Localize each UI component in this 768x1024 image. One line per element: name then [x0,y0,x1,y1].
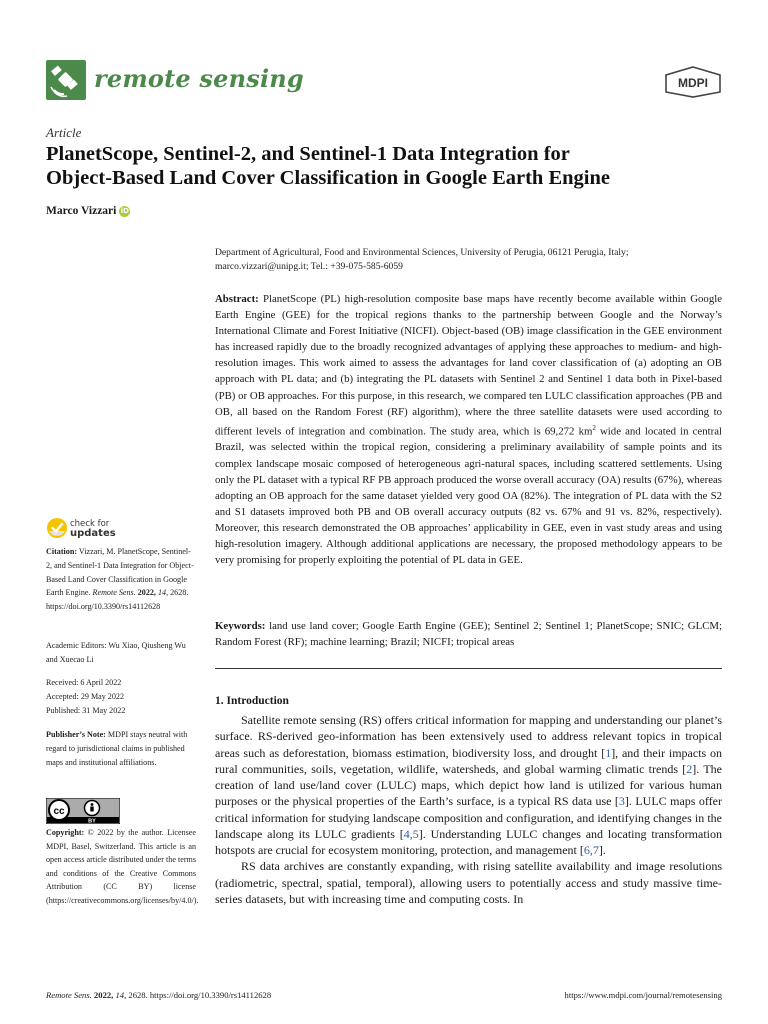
reference-link[interactable]: 4,5 [403,826,419,841]
mdpi-logo-icon[interactable] [664,66,722,98]
check-updates-icon [46,517,68,539]
publishers-note [46,728,196,769]
intro-text-segment: ]. Understanding LULC changes and locating transformation hotspots are crucial for ecosystem monitoring, protection, and management [ [215,826,722,857]
copyright-label: Copyright: [46,828,85,837]
citation-doi[interactable]: 2628. https://doi.org/10.3390/rs14112628 [46,588,189,612]
cc-by-label: BY [88,818,96,824]
journal-name[interactable]: remote sensing [94,64,304,93]
author-line [46,205,130,217]
abstract-text-cont: wide and located in central Brazil, was selected within the tropical region, considering a preliminary availability of sample points and its complex landscape mosaic composed of heterogeneous agri-natural spaces, including scattered settlements. Using only the PL dataset with a typical RF PB approach produced the worse overall accuracy (OA) results (67%), whereas adopting an OB approach for the same dataset yielded very good OA (82%). The integration of PL data with the S2 and S1 datasets improved both PB and OB overall accuracy outputs (82 vs. 67% and 91 vs. 82%, respectively). Moreover, this research demonstrated the OB approaches’ applicability in GEE, even in vast study areas and using high-resolution imagery. Although additional applications are necessary, the proposed methodology appears to be very promising for properly exploiting the potential of PL data in GEE. [215,425,722,567]
keywords-label: Keywords: [215,620,266,632]
citation-label: Citation: [46,547,78,556]
intro-text-segment: Satellite remote sensing (RS) offers critical information for mapping and understanding our planet’s surface. RS-derived geo-information has been extensively used to address relevant topics in tropical areas such as deforestation, biomass estimation, biodiversity loss, and drought [ [215,713,722,760]
section-heading: 1. Introduction [215,695,289,707]
introduction-body [215,712,722,907]
footer-doi[interactable]: 2628. https://doi.org/10.3390/rs14112628 [128,990,272,1000]
citation-block [46,545,196,614]
svg-text:cc: cc [53,806,65,817]
title-line: Object-Based Land Cover Classification in Google Earth Engine [46,167,610,189]
intro-paragraph: RS data archives are constantly expanding, with rising satellite availability and image resolutions (radiometric, spectral, spatial, temporal), allowing users to potentially access and study massive time-series datasets, but with increasing time and computing costs. In [215,859,722,906]
intro-text-segment: ]. LULC maps offer critical information for studying landscape composition and configuration, and identifying changes in the landscape along its LULC gradients [ [215,794,722,841]
publication-dates [46,676,196,717]
footer-journal-url[interactable]: https://www.mdpi.com/journal/remotesensing [564,990,722,1000]
orcid-icon[interactable]: iD [120,207,129,215]
footer-volume: 14, [115,990,127,1000]
copyright-text: © 2022 by the author. Licensee MDPI, Basel, Switzerland. This article is an open access article distributed under the terms and conditions of the Creative Commons Attribution (CC BY) license (https://creativecommons.org/licenses/by/4.0/). [46,828,199,905]
abstract-superscript: 2 [592,423,596,432]
citation-journal: Remote Sens. [92,588,136,598]
citation-text: Vizzari, M. PlanetScope, Sentinel-2, and Sentinel-1 Data Integration for Object-Based Land Cover Classification in Google Earth Engine. [46,547,194,598]
affiliation [215,246,722,274]
received-date: Received: 6 April 2022 [46,678,122,687]
intro-text-segment: ], and their impacts on rural communities, soils, vegetation, wildlife, watersheds, and global warming climatic trends [ [215,745,722,776]
accepted-date: Accepted: 29 May 2022 [46,691,124,701]
reference-link[interactable]: 3 [618,794,625,809]
keywords-text: land use land cover; Google Earth Engine (GEE); Sentinel 2; Sentinel 1; PlanetScope; SNIC; GLCM; Random Forest (RF); machine learning; Brazil; NICFI; tropical areas [215,620,722,649]
citation-volume: 14, [157,588,169,598]
svg-text:MDPI: MDPI [678,76,708,90]
check-for-updates-badge[interactable] [46,517,136,541]
affiliation-line: marco.vizzari@unipg.it; Tel.: +39-075-585-6059 [215,261,403,272]
article-type: Article [46,125,82,140]
abstract-text: PlanetScope (PL) high-resolution composite base maps have recently become available within Google Earth Engine (GEE) for the tropical regions thanks to the partnership between Google and the Norway’s International Climate and Forest Initiative (NICFI). Object-based (OB) image classification in the GEE environment has increased rapidly due to the broadly recognized advantages of applying these approaches to medium- and high-resolution images. This work aimed to assess the advantages for land cover classification of (a) adopting an OB approach with PL data; and (b) integrating the PL datasets with Sentinel 2 and Sentinel 1 data both in Pixel-based (PB) or OB approaches. For this purpose, in this research, we compared ten LULC classification approaches (PB and OB, all based on the Random Forest (RF) algorithm), where the three satellite datasets were used according to different levels of integration and combination. The study area, which is 69,272 km [215,293,723,438]
intro-text-segment: ]. [598,843,606,857]
journal-header [46,60,722,100]
paper-title [46,142,722,190]
updates-label: check for [70,519,110,529]
affiliation-line: Department of Agricultural, Food and Environmental Sciences, University of Perugia, 06121 Perugia, Italy; [215,247,629,258]
copyright-block [46,826,199,908]
pubnote-text: MDPI stays neutral with regard to jurisdictional claims in published maps and institutional affiliations. [46,730,188,767]
published-date: Published: 31 May 2022 [46,705,126,715]
citation-year: 2022, [137,588,156,598]
keywords [215,618,722,650]
abstract [215,291,722,568]
satellite-logo-icon [46,60,86,100]
intro-paragraph [215,712,722,858]
footer-year: 2022, [93,990,114,1000]
pubnote-label: Publisher’s Note: [46,730,106,739]
updates-label-bold: updates [70,528,116,539]
title-line: PlanetScope, Sentinel-2, and Sentinel-1 Data Integration for [46,143,570,165]
academic-editors: Academic Editors: Wu Xiao, Qiusheng Wu and Xuecao Li [46,641,186,664]
footer-journal: Remote Sens. [46,990,92,1000]
reference-link[interactable]: 2 [686,761,693,776]
author-name: Marco Vizzari [46,205,117,217]
reference-link[interactable]: 6,7 [583,843,599,857]
reference-link[interactable]: 1 [605,745,612,760]
abstract-label: Abstract: [215,293,259,305]
footer-citation [46,990,271,1000]
intro-text-segment: ]. The creation of land use/land cover (LULC) maps, which depict how land is utilized for various human purposes or the physical properties of the Earth’s surface, is a typical RS data use [ [215,761,723,809]
cc-by-license-icon[interactable] [46,798,120,824]
section-divider [215,668,722,669]
